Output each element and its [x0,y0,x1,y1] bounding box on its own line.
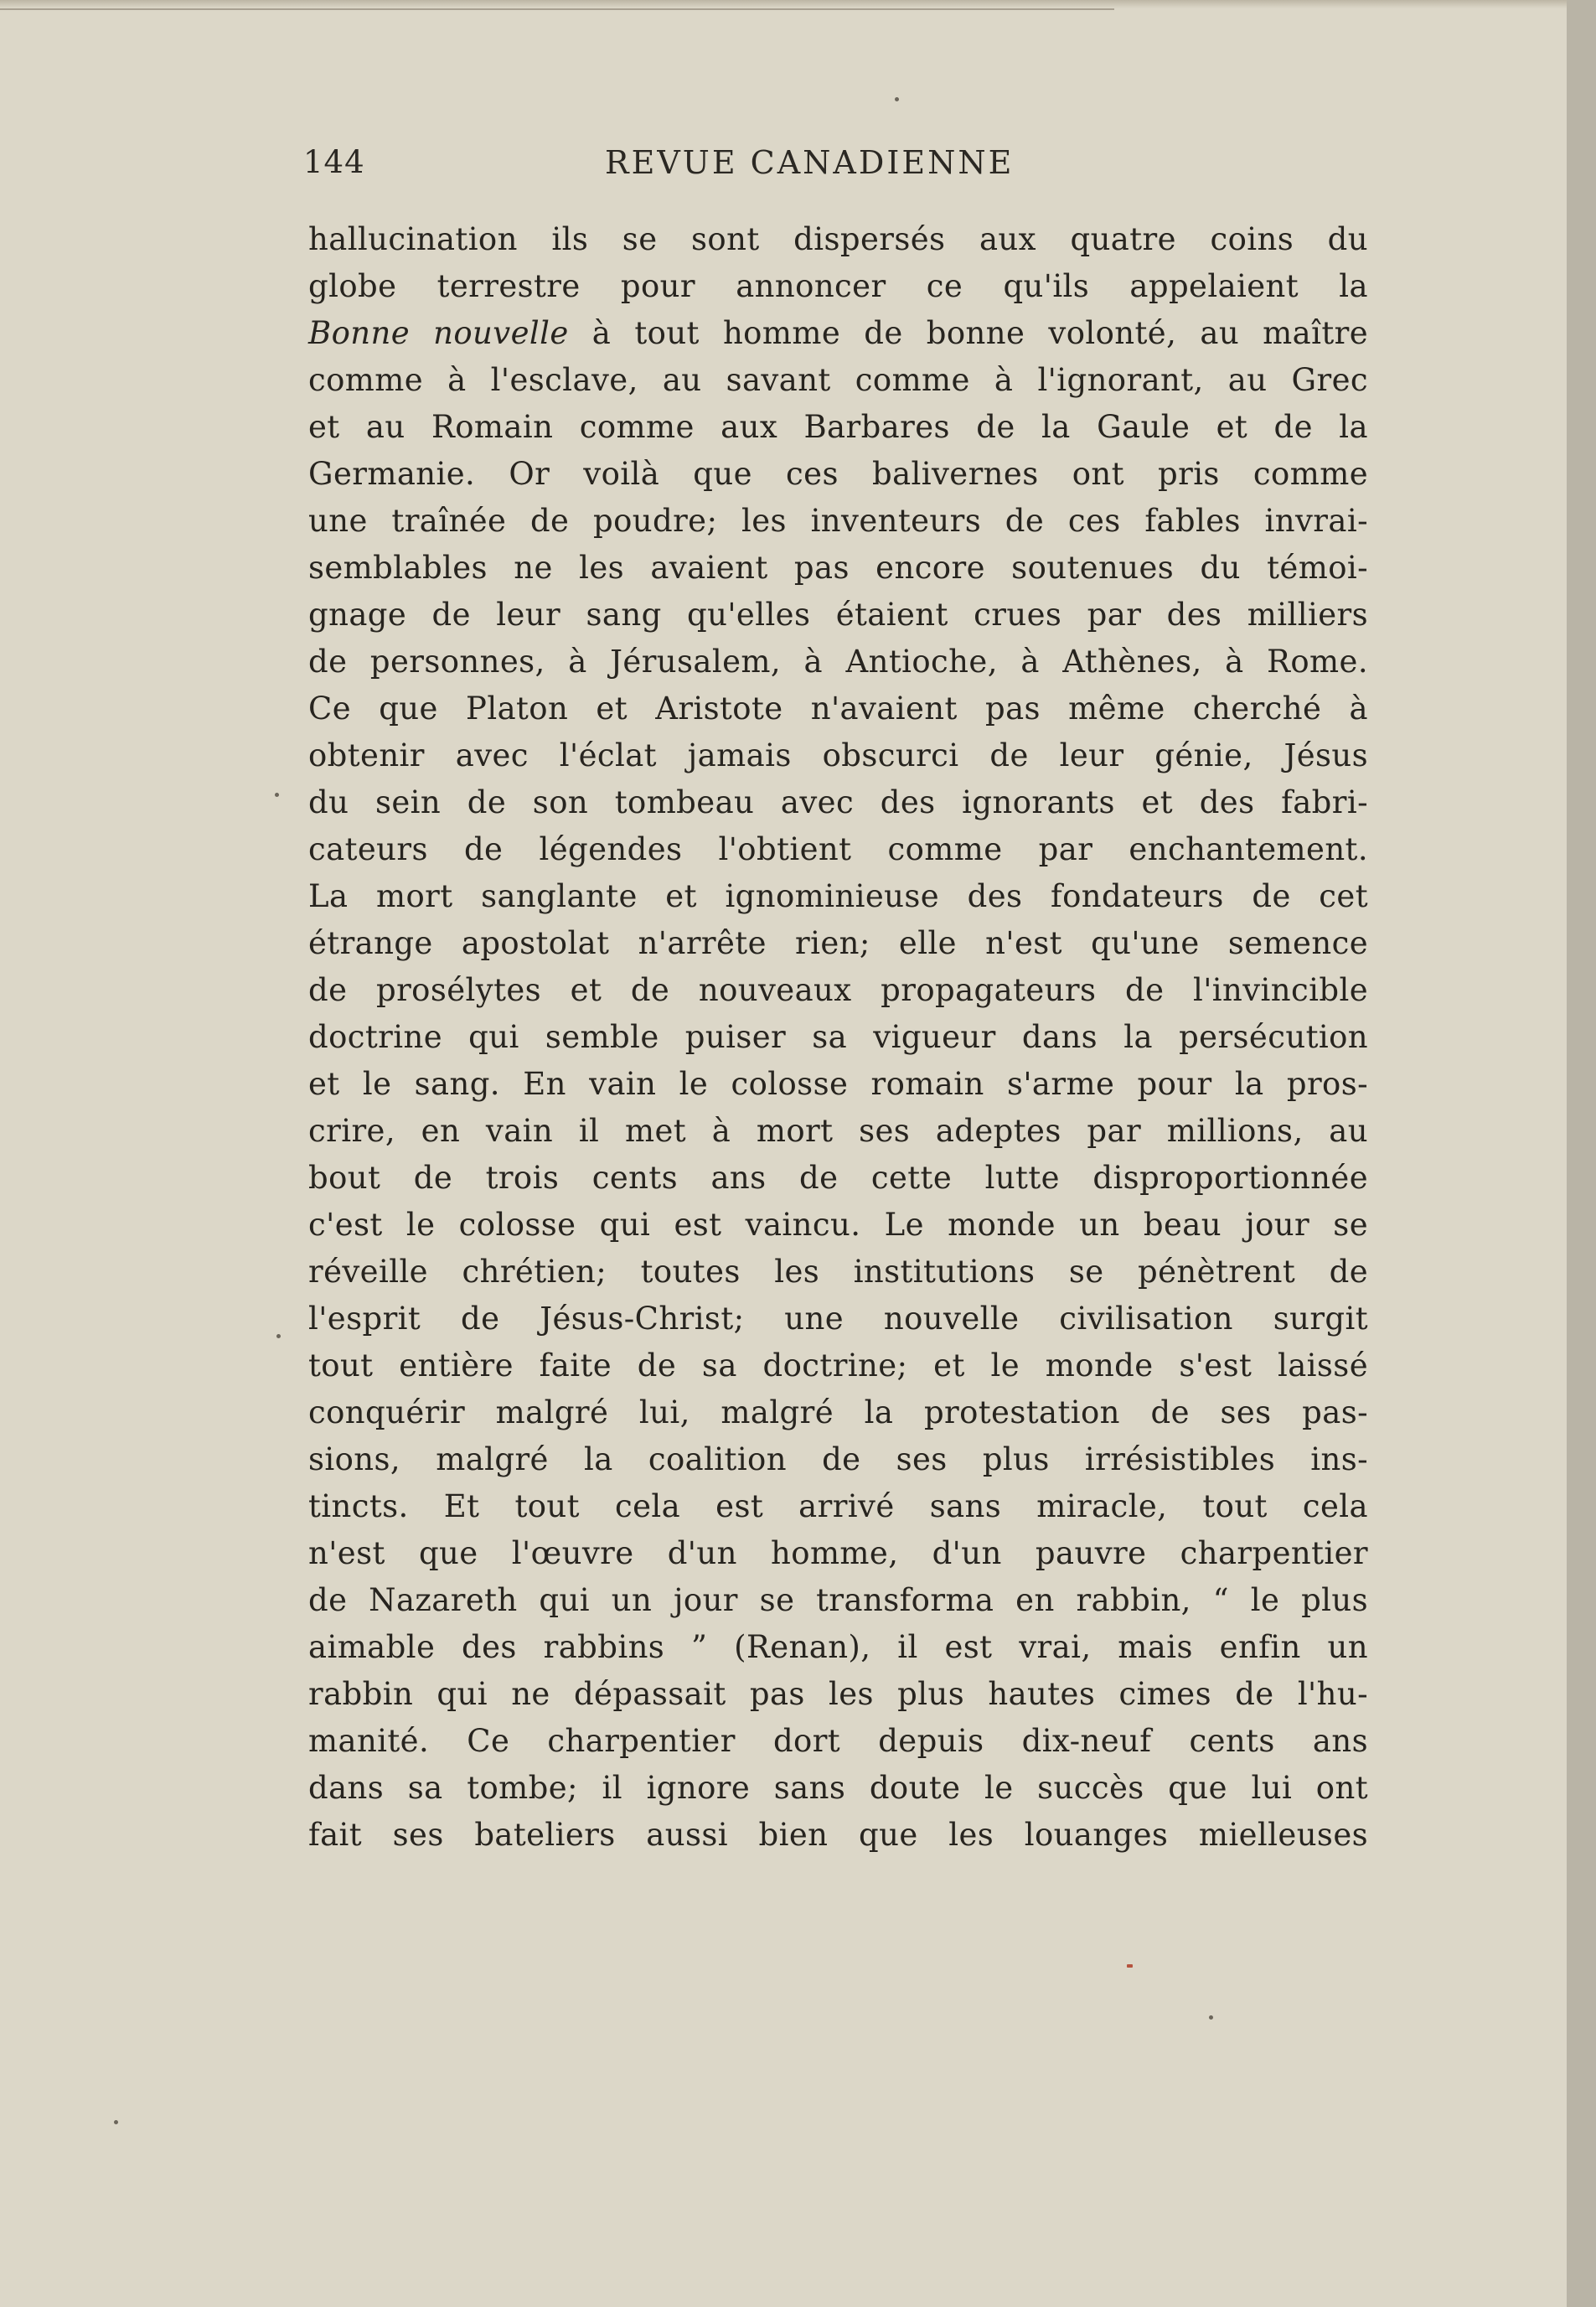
paper-speck [114,2120,118,2124]
text-line: La mort sanglante et ignominieuse des fondateurs de cet [308,878,1368,914]
text-line: doctrine qui semble puiser sa vigueur dans la persécution [308,1019,1368,1055]
text-line: du sein de son tombeau avec des ignorants et des fabri- [308,784,1368,820]
page-number: 144 [303,144,365,180]
text-line: semblables ne les avaient pas encore soutenues du témoi- [308,550,1368,586]
text-line [308,310,1368,357]
text-line: conquérir malgré lui, malgré la protestation de ses pas- [308,1394,1368,1430]
text-line: rabbin qui ne dépassait pas les plus hautes cimes de l'hu- [308,1676,1368,1712]
journal-title: REVUE CANADIENNE [605,144,1015,181]
text-line: c'est le colosse qui est vaincu. Le monde un beau jour se [308,1207,1368,1243]
text-line: n'est que l'œuvre d'un homme, d'un pauvre charpentier [308,1535,1368,1571]
text-line: tout entière faite de sa doctrine; et le monde s'est laissé [308,1347,1368,1384]
paper-speck [1127,1964,1133,1968]
text-line: obtenir avec l'éclat jamais obscurci de leur génie, Jésus [308,737,1368,773]
text-line: globe terrestre pour annoncer ce qu'ils appelaient la [308,268,1368,304]
text-line: de prosélytes et de nouveaux propagateurs de l'invincible [308,972,1368,1008]
body-text [308,216,1368,1859]
text-line: Germanie. Or voilà que ces balivernes ont pris comme [308,456,1368,492]
text-line: et au Romain comme aux Barbares de la Gaule et de la [308,409,1368,445]
top-rule [0,8,1114,10]
text-line: fait ses bateliers aussi bien que les louanges mielleuses [308,1817,1368,1853]
text-line: l'esprit de Jésus-Christ; une nouvelle civilisation surgit [308,1301,1368,1337]
text-line: une traînée de poudre; les inventeurs de ces fables invrai- [308,503,1368,539]
page-top-edge [0,0,1567,8]
text-line: bout de trois cents ans de cette lutte disproportionnée [308,1160,1368,1196]
text-line: étrange apostolat n'arrête rien; elle n'est qu'une semence [308,925,1368,961]
text-line: de Nazareth qui un jour se transforma en rabbin, “ le plus [308,1582,1368,1618]
paper-speck [275,793,279,797]
text-line: de personnes, à Jérusalem, à Antioche, à Athènes, à Rome. [308,644,1368,680]
text-line: dans sa tombe; il ignore sans doute le succès que lui ont [308,1770,1368,1806]
text-line: hallucination ils se sont dispersés aux quatre coins du [308,221,1368,257]
text-line: tincts. Et tout cela est arrivé sans miracle, tout cela [308,1488,1368,1524]
text-line: réveille chrétien; toutes les institutions se pénètrent de [308,1254,1368,1290]
text-line: sions, malgré la coalition de ses plus irrésistibles ins- [308,1441,1368,1477]
paper-speck [1209,2015,1213,2020]
paper-speck [895,97,899,101]
text-line: Ce que Platon et Aristote n'avaient pas même cherché à [308,691,1368,727]
text-line: gnage de leur sang qu'elles étaient crues par des milliers [308,597,1368,633]
text-line: cateurs de légendes l'obtient comme par enchantement. [308,831,1368,867]
text-line: aimable des rabbins ” (Renan), il est vrai, mais enfin un [308,1629,1368,1665]
text-line: comme à l'esclave, au savant comme à l'ignorant, au Grec [308,362,1368,398]
text-line: crire, en vain il met à mort ses adeptes par millions, au [308,1113,1368,1149]
text-line: manité. Ce charpentier dort depuis dix-neuf cents ans [308,1723,1368,1759]
paper-speck [276,1334,281,1338]
text-line-rest: à tout homme de bonne volonté, au maître [568,315,1369,351]
text-line: et le sang. En vain le colosse romain s'arme pour la pros- [308,1066,1368,1102]
italic-phrase: Bonne nouvelle [308,315,569,351]
running-head [303,144,1376,194]
